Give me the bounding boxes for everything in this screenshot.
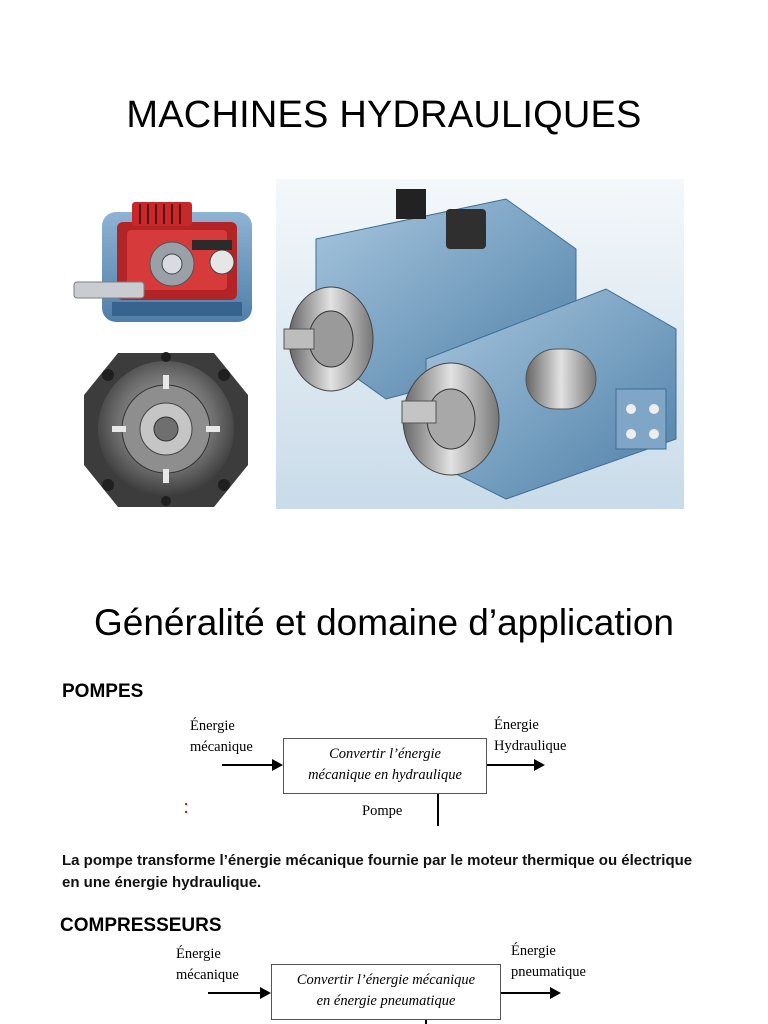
pompes-description: La pompe transforme l’énergie mécanique fournie par le moteur thermique ou électrique en une énergie hydraulique. [62, 852, 693, 891]
compresseurs-input-label-line2: mécanique [176, 967, 239, 983]
pompes-heading: POMPES [62, 681, 144, 702]
pompes-input-label-line2: mécanique [190, 739, 253, 755]
compresseurs-heading: COMPRESSEURS [60, 915, 222, 936]
pompes-output-label-line2: Hydraulique [494, 738, 567, 754]
pompes-input-arrow [222, 757, 284, 773]
pompes-device-label: Pompe [362, 803, 403, 819]
pompes-shaft-line [437, 794, 439, 826]
section-title: Généralité et domaine d’application [93, 602, 675, 643]
pompes-box-line2: mécanique en hydraulique [308, 767, 462, 783]
pompes-output-arrow [487, 757, 547, 773]
compresseurs-box-line1: Convertir l’énergie mécanique [296, 972, 476, 988]
compresseurs-box-line2: en énergie pneumatique [316, 993, 456, 1009]
axial-piston-pumps-image [276, 179, 684, 509]
compresseurs-output-label-line2: pneumatique [511, 964, 586, 980]
vane-pump-cartridge-image [78, 345, 254, 513]
cutaway-pump-image [72, 182, 262, 334]
compresseurs-input-label [176, 944, 239, 986]
pompes-process-box [283, 738, 487, 794]
pompes-input-label [190, 716, 253, 758]
compresseurs-output-label [511, 941, 586, 983]
pompes-red-marker: ⠅ [183, 801, 194, 817]
page-title: MACHINES HYDRAULIQUES [126, 94, 642, 136]
compresseurs-shaft-line [425, 1020, 427, 1024]
pompes-output-label-line1: Énergie [494, 717, 539, 733]
compresseurs-input-arrow [208, 985, 272, 1001]
pompes-input-label-line1: Énergie [190, 718, 235, 734]
compresseurs-output-label-line1: Énergie [511, 943, 556, 959]
compresseurs-input-label-line1: Énergie [176, 946, 221, 962]
compresseurs-output-arrow [501, 985, 563, 1001]
pompes-output-label [494, 715, 566, 757]
compresseurs-process-box [271, 964, 501, 1020]
pompes-box-line1: Convertir l’énergie [329, 746, 441, 762]
